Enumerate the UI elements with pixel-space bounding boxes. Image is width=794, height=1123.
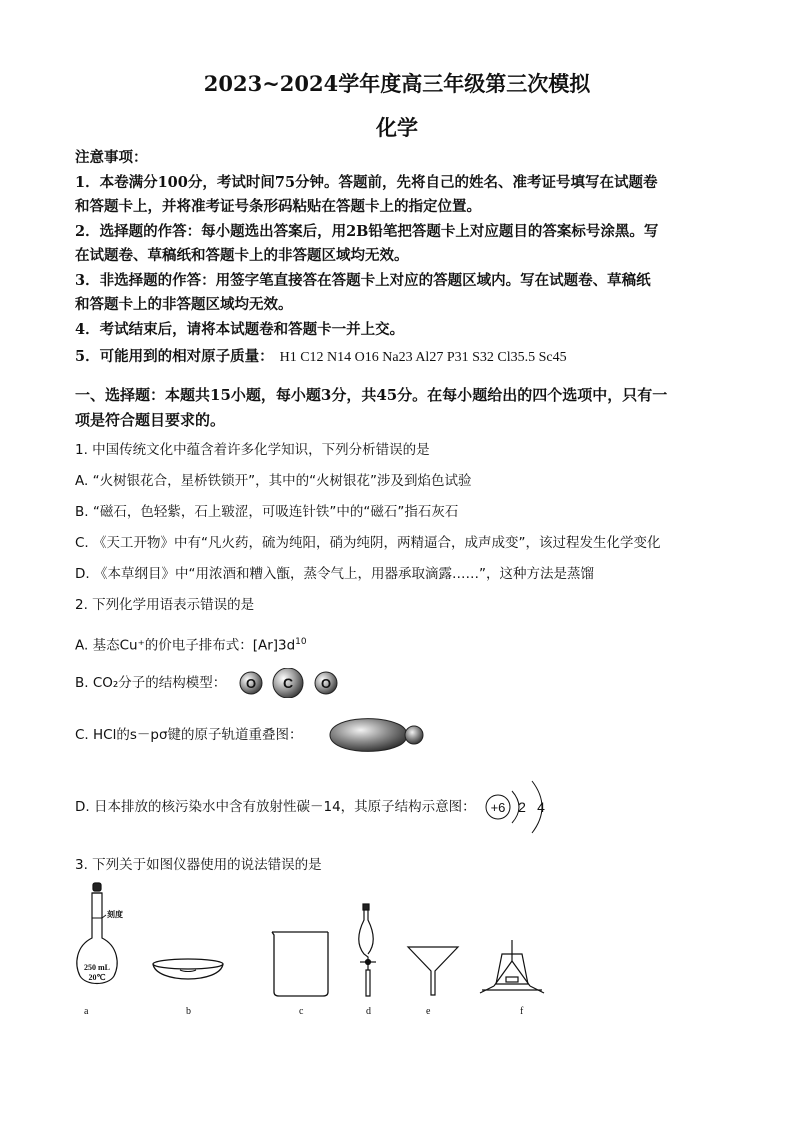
label-c: c	[299, 1006, 304, 1017]
co2-right-label: O	[320, 676, 332, 691]
question-2-stem: 2. 下列化学用语表示错误的是	[75, 597, 255, 613]
co2-mid-label: C	[282, 675, 294, 691]
exam-title: 2023~2024学年度高三年级第三次模拟	[203, 71, 591, 96]
option-a-superscript: 10	[295, 637, 307, 647]
label-b: b	[186, 1006, 191, 1017]
notice-item-1b: 和答题卡上，并将准考证号条形码粘贴在答题卡上的指定位置。	[75, 198, 481, 215]
notice-item-3a: 3．非选择题的作答：用签字笔直接答在答题卡上对应的答题区域内。写在试题卷、草稿纸	[75, 271, 651, 289]
label-e: e	[426, 1006, 431, 1017]
flask-volume-label: 250 mL	[84, 963, 110, 972]
co2-left-label: O	[245, 676, 257, 691]
option-a-text: A. 基态Cu⁺的价电子排布式：[Ar]3d	[75, 637, 296, 654]
evaporating-dish	[153, 959, 223, 979]
notice-section	[75, 146, 725, 371]
p-orbital-lobe	[330, 719, 407, 752]
separatory-funnel	[359, 904, 376, 996]
question-2-option-a	[75, 632, 735, 656]
notice-item-2b: 在试题卷、草稿纸和答题卡上的非答题区域均无效。	[75, 247, 409, 264]
filter-funnel	[408, 947, 458, 995]
shell-2-electrons: 4	[537, 799, 545, 815]
s-p-orbital-overlap-figure	[326, 712, 426, 758]
beaker	[272, 932, 328, 996]
nucleus-charge: +6	[490, 800, 506, 815]
subject-title: 化学	[376, 115, 418, 140]
question-1-stem: 1. 中国传统文化中蕴含着许多化学知识，下列分析错误的是	[75, 442, 430, 458]
notice-heading: 注意事项：	[75, 149, 148, 166]
question-1-option-c: C. 《天工开物》中有“凡火药，硫为纯阳，硝为纯阴，两精逼合，成声成变”，该过程发生化学变化	[75, 535, 661, 551]
label-a: a	[84, 1006, 89, 1017]
question-1-option-d: D. 《本草纲目》中“用浓酒和糟入甑，蒸令气上，用器承取滴露……”，这种方法是蒸馏	[75, 566, 594, 582]
label-d: d	[366, 1006, 371, 1017]
atomic-masses: H1 C12 N14 O16 Na23 Al27 P31 S32 Cl35.5 Sc45	[279, 350, 567, 365]
clay-triangle	[480, 940, 544, 993]
question-2-option-c: C. HCl的s－pσ键的原子轨道重叠图：	[75, 727, 303, 743]
atomic-structure-diagram	[482, 776, 554, 838]
notice-item-5	[75, 345, 725, 371]
section-heading	[75, 383, 725, 433]
co2-model-figure	[238, 668, 340, 698]
question-1-option-b: B. “磁石，色轻紫，石上皲涩，可吸连针铁”中的“磁石”指石灰石	[75, 504, 459, 520]
flask-temp-label: 20℃	[88, 973, 106, 982]
lab-apparatus-figure	[70, 880, 560, 1020]
notice-item-2a: 2．选择题的作答：每小题选出答案后，用2B铅笔把答题卡上对应题目的答案标号涂黑。写	[75, 222, 659, 240]
section-line-2: 项是符合题目要求的。	[75, 411, 226, 429]
section-line-1: 一、选择题：本题共15小题，每小题3分，共45分。在每小题给出的四个选项中，只有一	[75, 386, 668, 404]
notice-item-5-label: 5．可能用到的相对原子质量：	[75, 348, 274, 365]
label-f: f	[520, 1006, 524, 1017]
question-2-option-d: D. 日本排放的核污染水中含有放射性碳－14，其原子结构示意图：	[75, 799, 476, 815]
shell-1-electrons: 2	[518, 799, 526, 815]
s-orbital-sphere	[405, 726, 423, 744]
notice-item-1a: 1．本卷满分100分，考试时间75分钟。答题前，先将自己的姓名、准考证号填写在试题卷	[75, 173, 658, 191]
question-1-option-a: A. “火树银花合，星桥铁锁开”，其中的“火树银花”涉及到焰色试验	[75, 473, 472, 489]
notice-item-3b: 和答题卡上的非答题区域均无效。	[75, 296, 293, 313]
notice-item-4: 4．考试结束后，请将本试题卷和答题卡一并上交。	[75, 320, 405, 338]
question-3-stem: 3. 下列关于如图仪器使用的说法错误的是	[75, 857, 322, 873]
question-2-option-b: B. CO₂分子的结构模型：	[75, 675, 227, 691]
flask-mark-label: 刻度	[107, 910, 123, 919]
